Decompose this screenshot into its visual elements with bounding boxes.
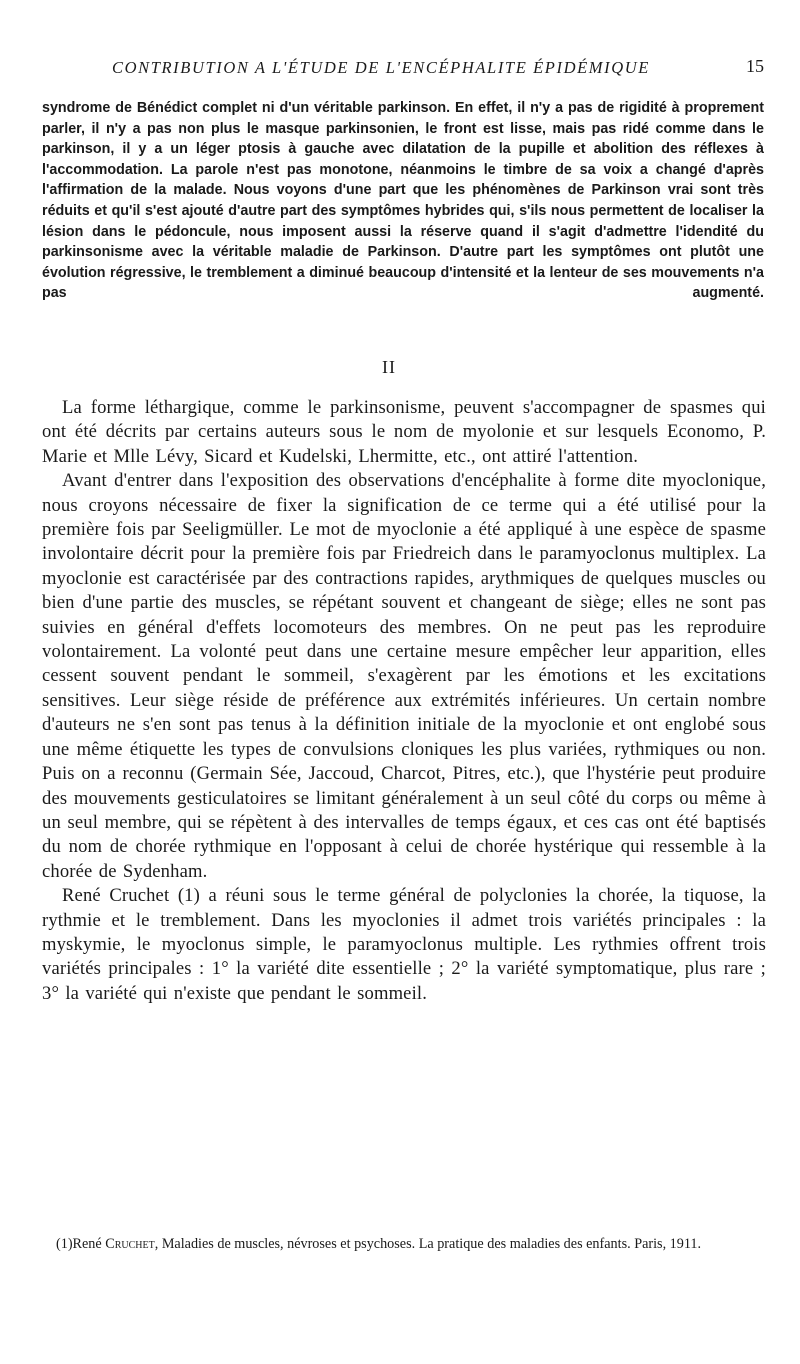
running-header xyxy=(42,56,764,82)
footnote-author-last: Cruchet xyxy=(105,1236,155,1252)
section-number: II xyxy=(382,357,396,377)
intro-paragraph: syndrome de Bénédict complet ni d'un véritable parkinson. En effet, il n'y a pas de rigidité à proprement parler, il n'y a pas non plus le masque parkinsonien, le front est lisse, mais pas ridé comme dans le parkinson, il y a un léger ptosis à gauche avec dilatation de la pupille et abolition des réflexes à l'accommodation. La parole n'est pas monotone, néanmoins le timbre de sa voix a changé d'après l'affirmation de la malade. Nous voyons d'une part que les phénomènes de Parkinson vrai sont très réduits et qu'il s'est ajouté d'autre part des symptômes hybrides qui, s'ils nous permettent de localiser la lésion dans le pédoncule, nous imposent aussi la réserve quand il s'agit d'admettre l'idendité du parkinsonisme avec la véritable maladie de Parkinson. D'autre part les symptômes ont plutôt une évolution régressive, le tremblement a diminué beaucoup d'intensité et la lenteur de ses mouvements n'a pas augmenté. xyxy=(42,100,764,302)
footnote-text: , Maladies de muscles, névroses et psychoses. La pratique des maladies des enfants. Paris, 1911. xyxy=(154,1236,702,1252)
body-text xyxy=(42,396,766,1006)
footnote-marker: (1) xyxy=(56,1236,73,1252)
page-number: 15 xyxy=(746,56,764,76)
running-title: CONTRIBUTION A L'ÉTUDE DE L'ENCÉPHALITE ÉPIDÉMIQUE xyxy=(112,58,650,77)
intro-paragraph-block xyxy=(42,98,764,304)
paragraph-3: René Cruchet (1) a réuni sous le terme général de polyclonies la chorée, la tiquose, la rythmie et le tremblement. Dans les myoclonies il admet trois variétés principales : la myskymie, le myoclonus simple, le paramyoclonus multiple. Les rythmies offrent trois variétés principales : 1° la variété dite essentielle ; 2° la variété symptomatique, plus rare ; 3° la variété qui n'existe que pendant le sommeil. xyxy=(42,885,766,1004)
paragraph-2: Avant d'entrer dans l'exposition des observations d'encéphalite à forme dite myoclonique, nous croyons nécessaire de fixer la signification de ce terme qui a été utilisé pour la première fois par Seeligmüller. Le mot de myoclonie a été appliqué à une espèce de spasme involontaire décrit pour la première fois par Friedreich dans le paramyoclonus multiplex. La myoclonie est caractérisée par des contractions rapides, arythmiques de quelques muscles ou bien d'une partie des muscles, se répétant souvent et changeant de siège; elles ne sont pas suivies en général d'effets locomoteurs des membres. On ne peut pas les reproduire volontairement. La volonté peut dans une certaine mesure empêcher leur apparition, elles cessent souvent pendant le sommeil, s'exagèrent par les émotions et les excitations sensitives. Leur siège réside de préférence aux extrémités inférieures. Un certain nombre d'auteurs ne s'en sont pas tenus à la définition initiale de la myoclonie et ont englobé sous une même étiquette les types de convulsions cloniques les plus variées, rythmiques ou non. Puis on a reconnu (Germain Sée, Jaccoud, Charcot, Pitres, etc.), que l'hystérie peut produire des mouvements gesticulatoires se limitant généralement à un seul côté du corps ou même à un seul membre, qui se répètent à des intervalles de temps égaux, et ces cas ont été baptisés du nom de chorée rythmique en l'opposant à celui de chorée hystérique qui ressemble à la chorée de Sydenham. xyxy=(42,470,766,882)
footnote-author-first: René xyxy=(72,1236,102,1252)
paragraph-1: La forme léthargique, comme le parkinsonisme, peuvent s'accompagner de spasmes qui ont été décrits par certains auteurs sous le nom de myolonie et sur lesquels Economo, P. Marie et Mlle Lévy, Sicard et Kudelski, Lhermitte, etc., ont attiré l'attention. xyxy=(42,397,766,467)
footnote xyxy=(46,1235,766,1254)
